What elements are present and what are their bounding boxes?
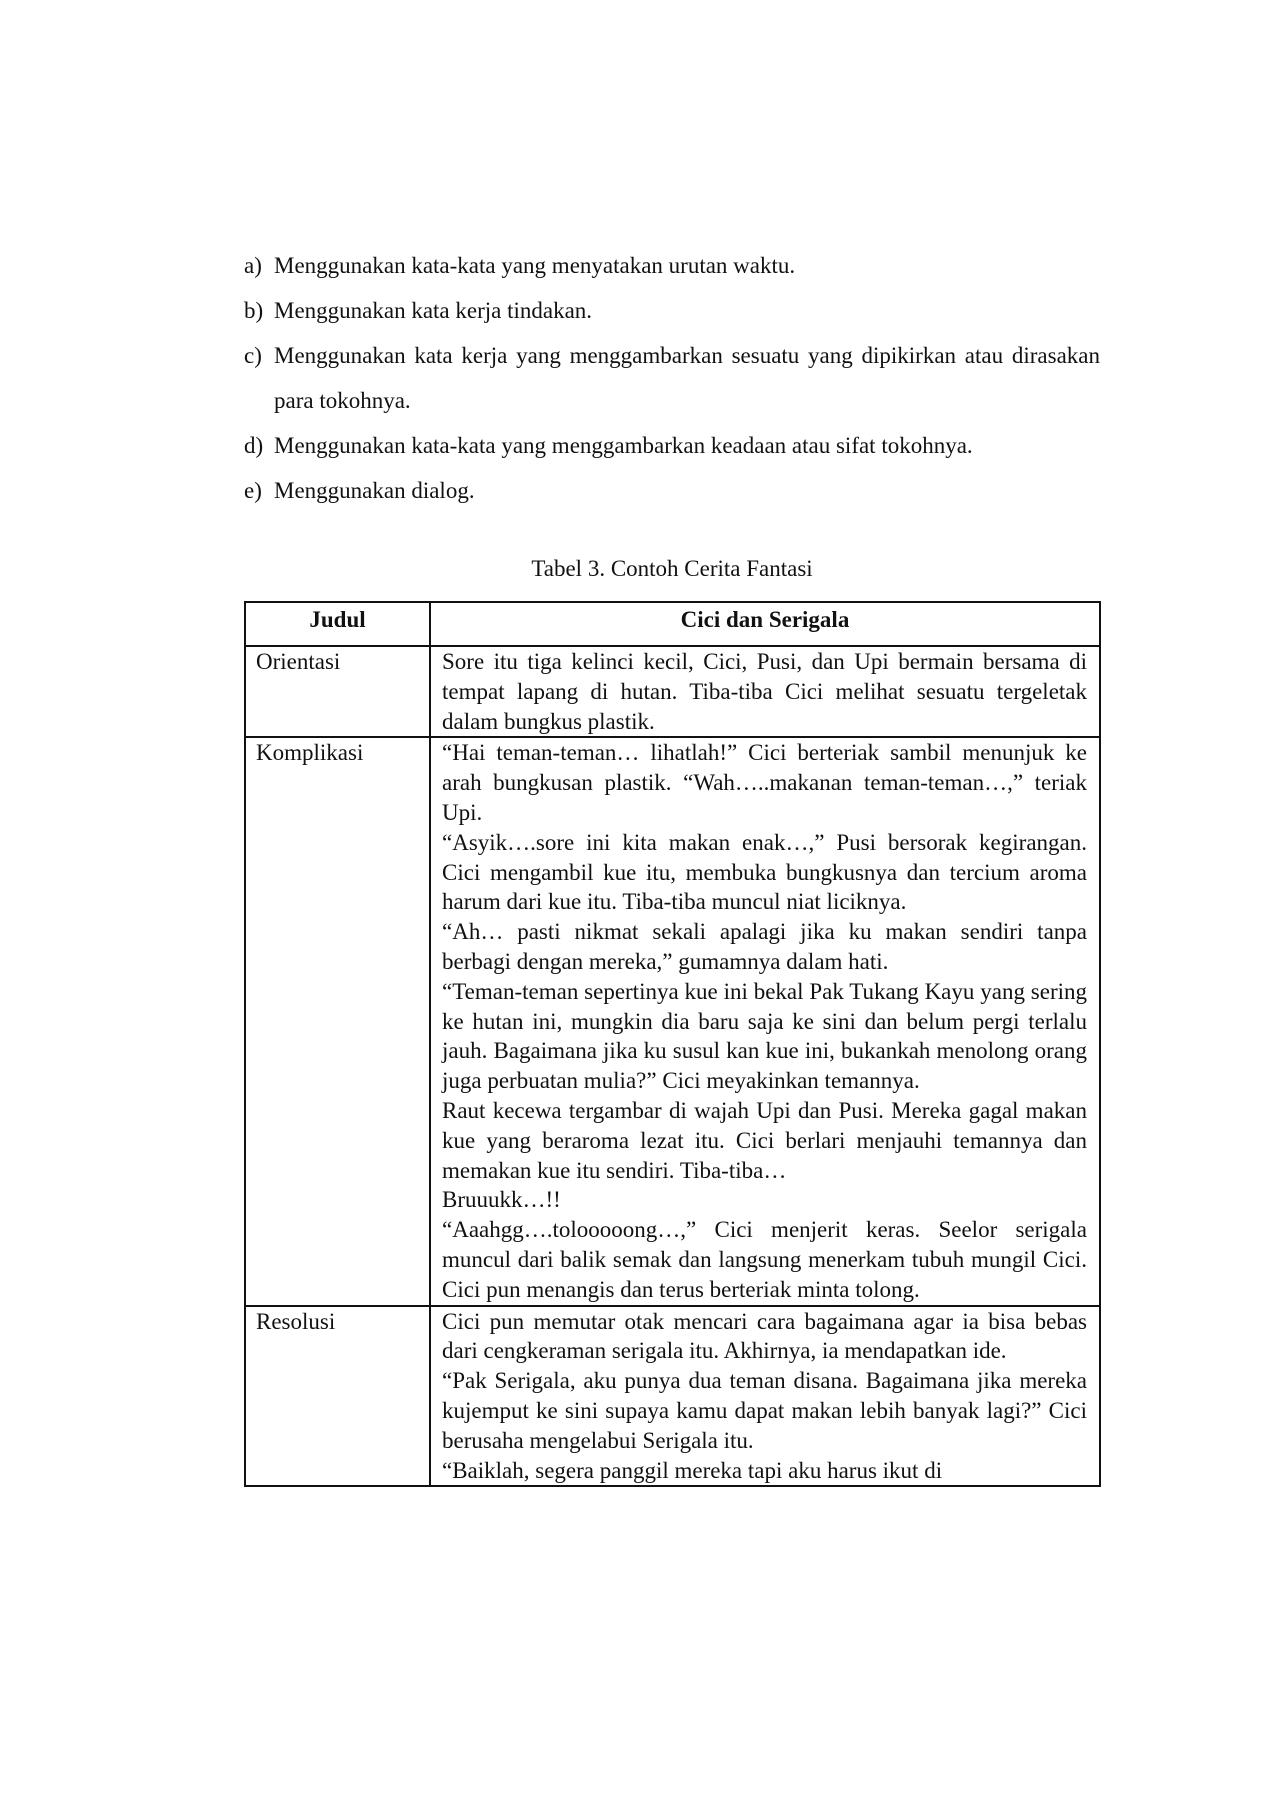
table-row xyxy=(245,646,1100,737)
table-row xyxy=(245,737,1100,1305)
paragraph: “Aaahgg….tolooooong…,” Cici menjerit keras. Seelor serigala muncul dari balik semak dan langsung menerkam tubuh mungil Cici. Cici pun menangis dan terus berteriak minta tolong. xyxy=(442,1217,1087,1302)
list-marker: b) xyxy=(244,298,264,323)
paragraph: “Teman-teman sepertinya kue ini bekal Pak Tukang Kayu yang sering ke hutan ini, mungkin dia baru saja ke sini dan belum pergi terlalu jauh. Bagaimana jika ku susul kan kue ini, bukankah menolong orang juga perbuatan mulia?” Cici meyakinkan temannya. xyxy=(442,978,1087,1094)
list-item xyxy=(244,243,1100,288)
paragraph: “Ah… pasti nikmat sekali apalagi jika ku makan sendiri tanpa berbagi dengan mereka,” gumamnya dalam hati. xyxy=(442,919,1087,974)
paragraph: Bruuukk…!! xyxy=(442,1187,561,1213)
list-item xyxy=(244,423,1100,468)
paragraph: “Hai teman-teman… lihatlah!” Cici berteriak sambil menunjuk ke arah bungkusan plastik. “Wah…..makanan teman-teman…,” teriak Upi. xyxy=(442,740,1087,825)
list-item xyxy=(244,468,1100,513)
list-marker: c) xyxy=(244,343,262,368)
paragraph: Raut kecewa tergambar di wajah Upi dan Pusi. Mereka gagal makan kue yang beraroma lezat itu. Cici berlari menjauhi temannya dan memakan kue itu sendiri. Tiba-tiba… xyxy=(442,1097,1087,1183)
row-content xyxy=(430,646,1100,737)
row-label: Komplikasi xyxy=(245,737,430,1305)
paragraph: Sore itu tiga kelinci kecil, Cici, Pusi, dan Upi bermain bersama di tempat lapang di hutan. Tiba-tiba Cici melihat sesuatu tergeletak dalam bungkus plastik. xyxy=(442,649,1087,734)
table-header-row xyxy=(245,602,1100,646)
list-marker: e) xyxy=(244,478,262,503)
list-text: Menggunakan dialog. xyxy=(274,478,475,503)
list-marker: d) xyxy=(244,433,264,458)
list-text: Menggunakan kata-kata yang menggambarkan keadaan atau sifat tokohnya. xyxy=(274,433,973,458)
row-content xyxy=(430,737,1100,1305)
row-label: Orientasi xyxy=(245,646,430,737)
paragraph: “Asyik….sore ini kita makan enak…,” Pusi bersorak kegirangan. Cici mengambil kue itu, membuka bungkusnya dan tercium aroma harum dari kue itu. Tiba-tiba muncul niat liciknya. xyxy=(442,829,1087,915)
list-text: Menggunakan kata kerja tindakan. xyxy=(274,298,593,323)
paragraph: “Baiklah, segera panggil mereka tapi aku harus ikut di xyxy=(442,1457,943,1483)
header-title: Cici dan Serigala xyxy=(430,602,1100,646)
table-caption: Tabel 3. Contoh Cerita Fantasi xyxy=(531,556,813,581)
story-table xyxy=(244,601,1101,1487)
row-label: Resolusi xyxy=(245,1306,430,1487)
paragraph: “Pak Serigala, aku punya dua teman disana. Bagaimana jika mereka kujemput ke sini supaya kamu dapat makan lebih banyak lagi?” Cici berusaha mengelabui Serigala itu. xyxy=(442,1368,1087,1453)
list-text: Menggunakan kata-kata yang menyatakan urutan waktu. xyxy=(274,253,796,278)
row-content xyxy=(430,1306,1100,1487)
paragraph: Cici pun memutar otak mencari cara bagaimana agar ia bisa bebas dari cengkeraman serigala itu. Akhirnya, ia mendapatkan ide. xyxy=(442,1308,1087,1364)
header-judul: Judul xyxy=(245,602,430,646)
list-item xyxy=(244,333,1100,423)
list-item xyxy=(244,288,1100,333)
criteria-list xyxy=(244,243,1100,513)
table-row xyxy=(245,1306,1100,1487)
list-marker: a) xyxy=(244,253,262,278)
list-text: Menggunakan kata kerja yang menggambarkan sesuatu yang dipikirkan atau dirasakan para tokohnya. xyxy=(274,343,1100,413)
